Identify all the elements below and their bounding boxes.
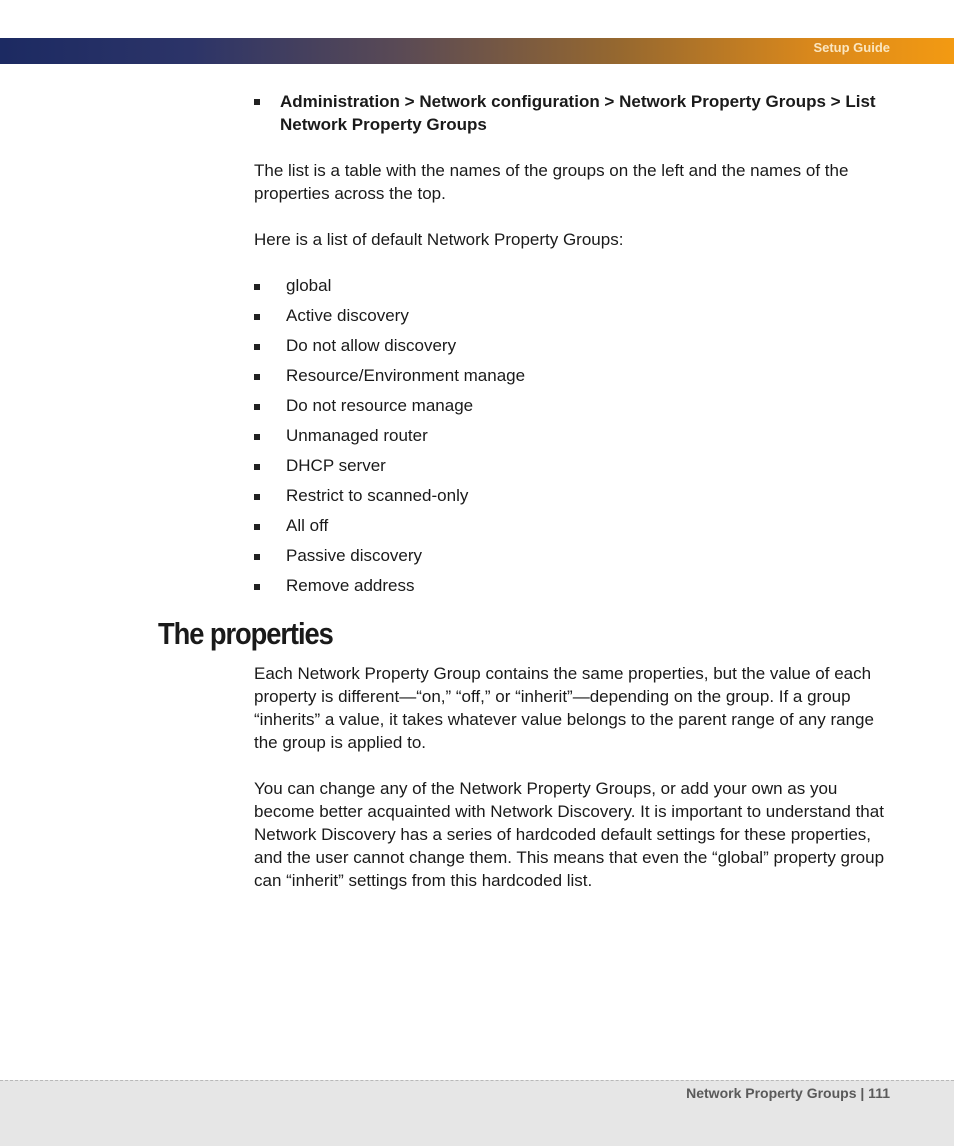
group-name: global — [286, 276, 332, 295]
bullet-icon — [254, 344, 260, 350]
section-heading: The properties — [158, 616, 333, 651]
bullet-icon — [254, 584, 260, 590]
page-number-label: Network Property Groups | 111 — [686, 1085, 890, 1101]
header-band — [0, 38, 954, 64]
intro-paragraph: The list is a table with the names of the groups on the left and the names of the properties across the top. — [254, 161, 849, 203]
bullet-icon — [254, 464, 260, 470]
group-name: Do not resource manage — [286, 396, 474, 415]
bullet-icon — [254, 494, 260, 500]
guide-title: Setup Guide — [813, 40, 890, 55]
group-name: Resource/Environment manage — [286, 366, 526, 385]
bullet-icon — [254, 404, 260, 410]
group-name: DHCP server — [286, 456, 386, 475]
customization-paragraph: You can change any of the Network Property Groups, or add your own as you become better acquainted with Network Discovery. It is important to understand that Network Discovery has a series of hardcoded default settings for these properties, and the user cannot change them. This means that even the “global” property group can “inherit” settings from this hardcoded list. — [254, 779, 885, 890]
group-name: Unmanaged router — [286, 426, 428, 445]
bullet-icon — [254, 99, 260, 105]
list-intro-paragraph: Here is a list of default Network Property Groups: — [254, 230, 624, 249]
bullet-icon — [254, 524, 260, 530]
group-name: Do not allow discovery — [286, 336, 457, 355]
bullet-icon — [254, 284, 260, 290]
group-name: Restrict to scanned-only — [286, 486, 469, 505]
group-name: Remove address — [286, 576, 415, 595]
group-name: Passive discovery — [286, 546, 423, 565]
menu-path: Administration > Network configuration > Network Property Groups > List Network Property Groups — [280, 92, 876, 134]
group-name: Active discovery — [286, 306, 409, 325]
page-footer — [0, 1080, 954, 1146]
bullet-icon — [254, 374, 260, 380]
bullet-icon — [254, 554, 260, 560]
bullet-icon — [254, 434, 260, 440]
bullet-icon — [254, 314, 260, 320]
group-name: All off — [286, 516, 329, 535]
properties-paragraph: Each Network Property Group contains the same properties, but the value of each property is different—“on,” “off,” or “inherit”—depending on the group. If a group “inherits” a value, it takes whatever value belongs to the parent range of any range the group is applied to. — [254, 664, 874, 752]
